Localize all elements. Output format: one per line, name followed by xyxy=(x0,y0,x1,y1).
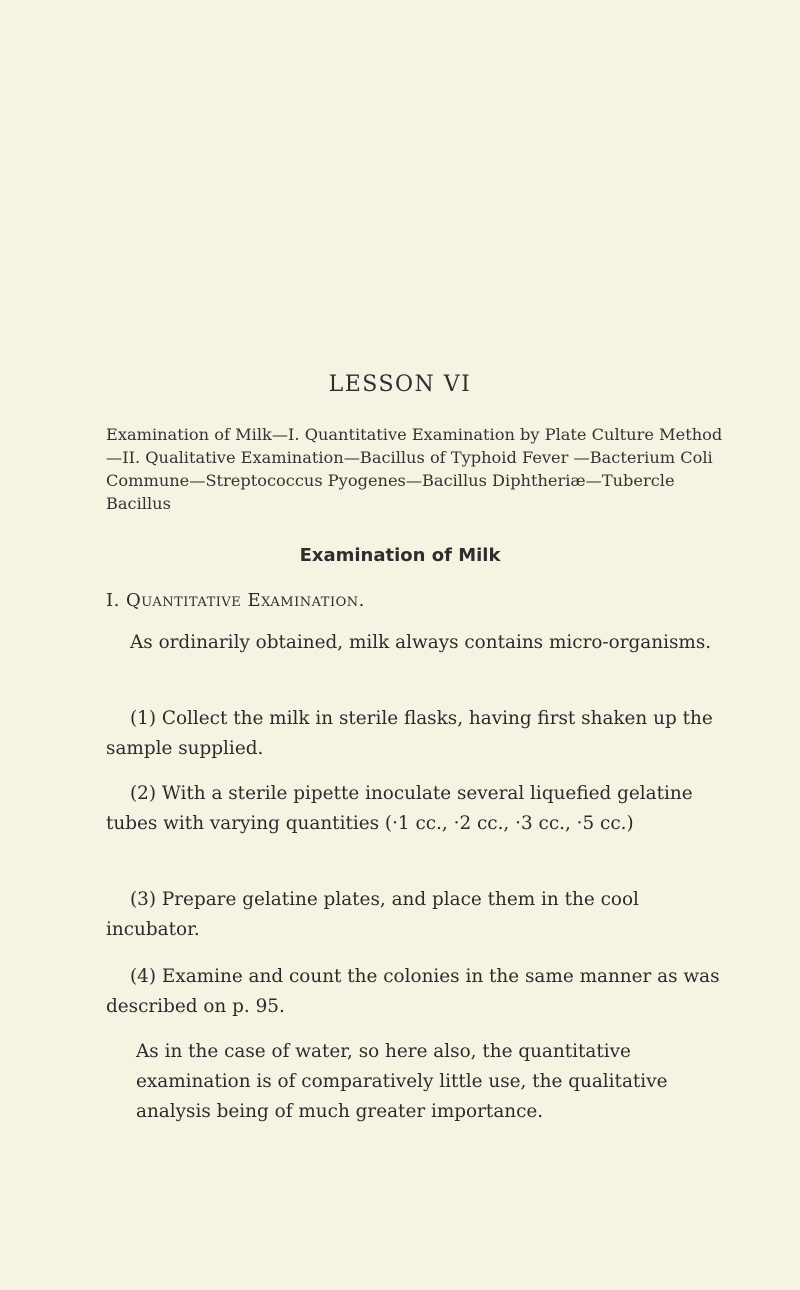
section-heading: Examination of Milk xyxy=(299,545,501,566)
intro-paragraph: As ordinarily obtained, milk always contains micro-organisms. xyxy=(130,632,712,653)
step-4-paragraph: (4) Examine and count the colonies in the same manner as was described on p. 95. xyxy=(106,966,720,1017)
step-1-paragraph: (1) Collect the milk in sterile flasks, having first shaken up the sample supplied. xyxy=(106,708,713,759)
step-3-paragraph: (3) Prepare gelatine plates, and place them in the cool incubator. xyxy=(106,889,639,940)
step-2-paragraph: (2) With a sterile pipette inoculate several liquefied gelatine tubes with varying quantities (·1 cc., ·2 cc., ·3 cc., ·5 cc.) xyxy=(106,783,693,834)
lesson-heading: LESSON VI xyxy=(328,372,472,397)
lesson-summary: Examination of Milk—I. Quantitative Examination by Plate Culture Method—II. Qualitative Examination—Bacillus of Typhoid Fever —Bacterium Coli Commune—Streptococcus Pyogenes—Bacillus Diphtheriæ—Tubercle Bacillus xyxy=(106,425,723,513)
closing-paragraph: As in the case of water, so here also, the quantitative examination is of comparatively little use, the qualitative analysis being of much greater importance. xyxy=(136,1041,668,1122)
subsection-heading: I. Quantitative Examination. xyxy=(106,590,365,611)
